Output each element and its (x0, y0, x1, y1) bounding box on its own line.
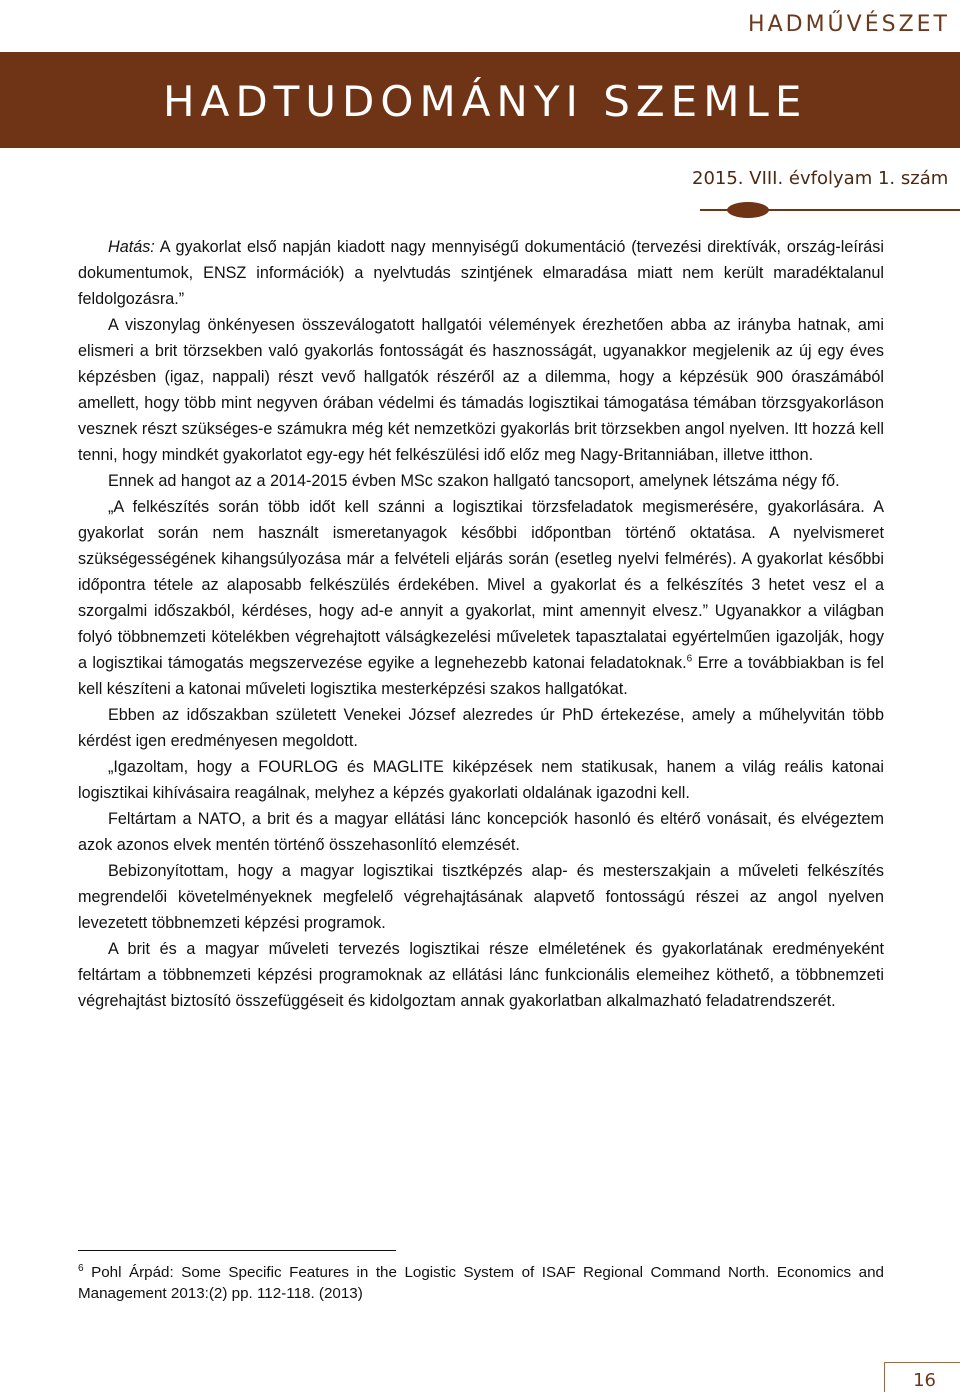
paragraph-quote (78, 494, 884, 702)
issue-number: 1. szám (877, 168, 949, 189)
section-label: HADMŰVÉSZET (748, 12, 950, 37)
paragraph: „Igazoltam, hogy a FOURLOG és MAGLITE kiképzések nem statikusak, hanem a világ reális katonai logisztikai kihívásaira reagálnak, melyhez a képzés gyakorlati oldalának igazodni kell. (78, 758, 884, 802)
ornament-oval (727, 202, 769, 218)
hatas-text: A gyakorlat első napján kiadott nagy mennyiségű dokumentáció (tervezési direktívák, ország-leírási dokumentumok, ENSZ információk) a nyelvtudás szintjének elmaradása miatt nem került maradéktalanul feldolgozásra.” (78, 238, 884, 308)
paragraph-hatas (78, 234, 884, 312)
hatas-label: Hatás: (108, 238, 155, 256)
paragraph: A viszonylag önkényesen összeválogatott hallgatói vélemények érezhetően abba az irányba hatnak, ami elismeri a brit törzsekben való gyakorlás fontosságát és hasznosságát, ugyanakkor megjelenik az új egy éves képzésben (igaz, nappali) részt vevő hallgatók részéről az a dilemma, hogy a képzésük 900 óraszámából amellett, hogy több mint negyven órában védelmi és támadás logisztikai támogatása témában törzsgyakorláson vesznek részt szükséges-e számukra még két nemzetközi gyakorlás brit törzsekben angol nyelven. Itt hozzá kell tenni, hogy mindkét gyakorlatot egy-egy hét felkészülési idő előz meg Nagy-Britanniában, illetve itthon. (78, 316, 884, 464)
quote-text: „A felkészítés során több időt kell szánni a logisztikai törzsfeladatok megismerésére, gyakorlására. A gyakorlat során nem használt ismeretanyagok későbbi időpontban történő oktatása. A nyelvismeret szükségességének kihangsúlyozása már a felvételi eljárás során (esetleg nyelvi felmérés). A gyakorlat későbbi időpontra tétele az alaposabb felkészülés érdekében. Mivel a gyakorlat és a felkészítés 3 hetet vesz el a szorgalmi időszakból, kérdéses, hogy ad-e annyit a gyakorlat, mint amennyit elvesz.” Ugyanakkor a világban folyó többnemzeti kötelékben végrehajtott válságkezelési műveletek tapasztalatai egyértelműen igazolják, hogy a logisztikai támogatás megszervezése egyike a legnehezebb katonai feladatoknak. (78, 498, 884, 672)
paragraph: Bebizonyítottam, hogy a magyar logisztikai tisztképzés alap- és mesterszakjain a műveleti felkészítés megrendelői követelményeknek megfelelő végrehajtásának alapvető fontosságú részei az angol nyelven levezetett többnemzeti képzési programok. (78, 862, 884, 932)
quote-tail: Erre a továbbiakban is fel kell készíteni a katonai műveleti logisztika mesterképzési szakos hallgatókat. (78, 654, 884, 698)
journal-title: HADTUDOMÁNYI SZEMLE (163, 77, 808, 126)
page-number: 16 (913, 1370, 936, 1391)
footnote-rule (78, 1250, 396, 1251)
footnote-ref[interactable]: 6 (686, 653, 693, 665)
footnote-number: 6 (78, 1262, 84, 1274)
paragraph: Ennek ad hangot az a 2014-2015 évben MSc szakon hallgató tancsoport, amelynek létszáma négy fő. (108, 472, 840, 490)
article-body (78, 234, 884, 1014)
paragraph: A brit és a magyar műveleti tervezés logisztikai része elméletének és gyakorlatának eredményeként feltártam a többnemzeti képzési programoknak az ellátási lánc funkcionális elemeihez köthető, a többnemzeti végrehajtást biztosító összefüggéseit és kidolgoztam annak gyakorlatban alkalmazható feladatrendszerét. (78, 940, 884, 1010)
issue-year: 2015. VIII. évfolyam (692, 168, 873, 189)
footnote-text: Pohl Árpád: Some Specific Features in the Logistic System of ISAF Regional Command North. Economics and Management 2013:(2) pp. 112-118. (2013) (78, 1264, 884, 1302)
issue-label (692, 168, 948, 189)
paragraph: Ebben az időszakban született Venekei József alezredes úr PhD értekezése, amely a műhelyvitán több kérdést igen eredményesen megoldott. (78, 706, 884, 750)
footnote (78, 1262, 884, 1304)
paragraph: Feltártam a NATO, a brit és a magyar ellátási lánc koncepciók hasonló és eltérő vonásait, és elvégeztem azok azonos elvek mentén történő összehasonlító elemzését. (78, 810, 884, 854)
